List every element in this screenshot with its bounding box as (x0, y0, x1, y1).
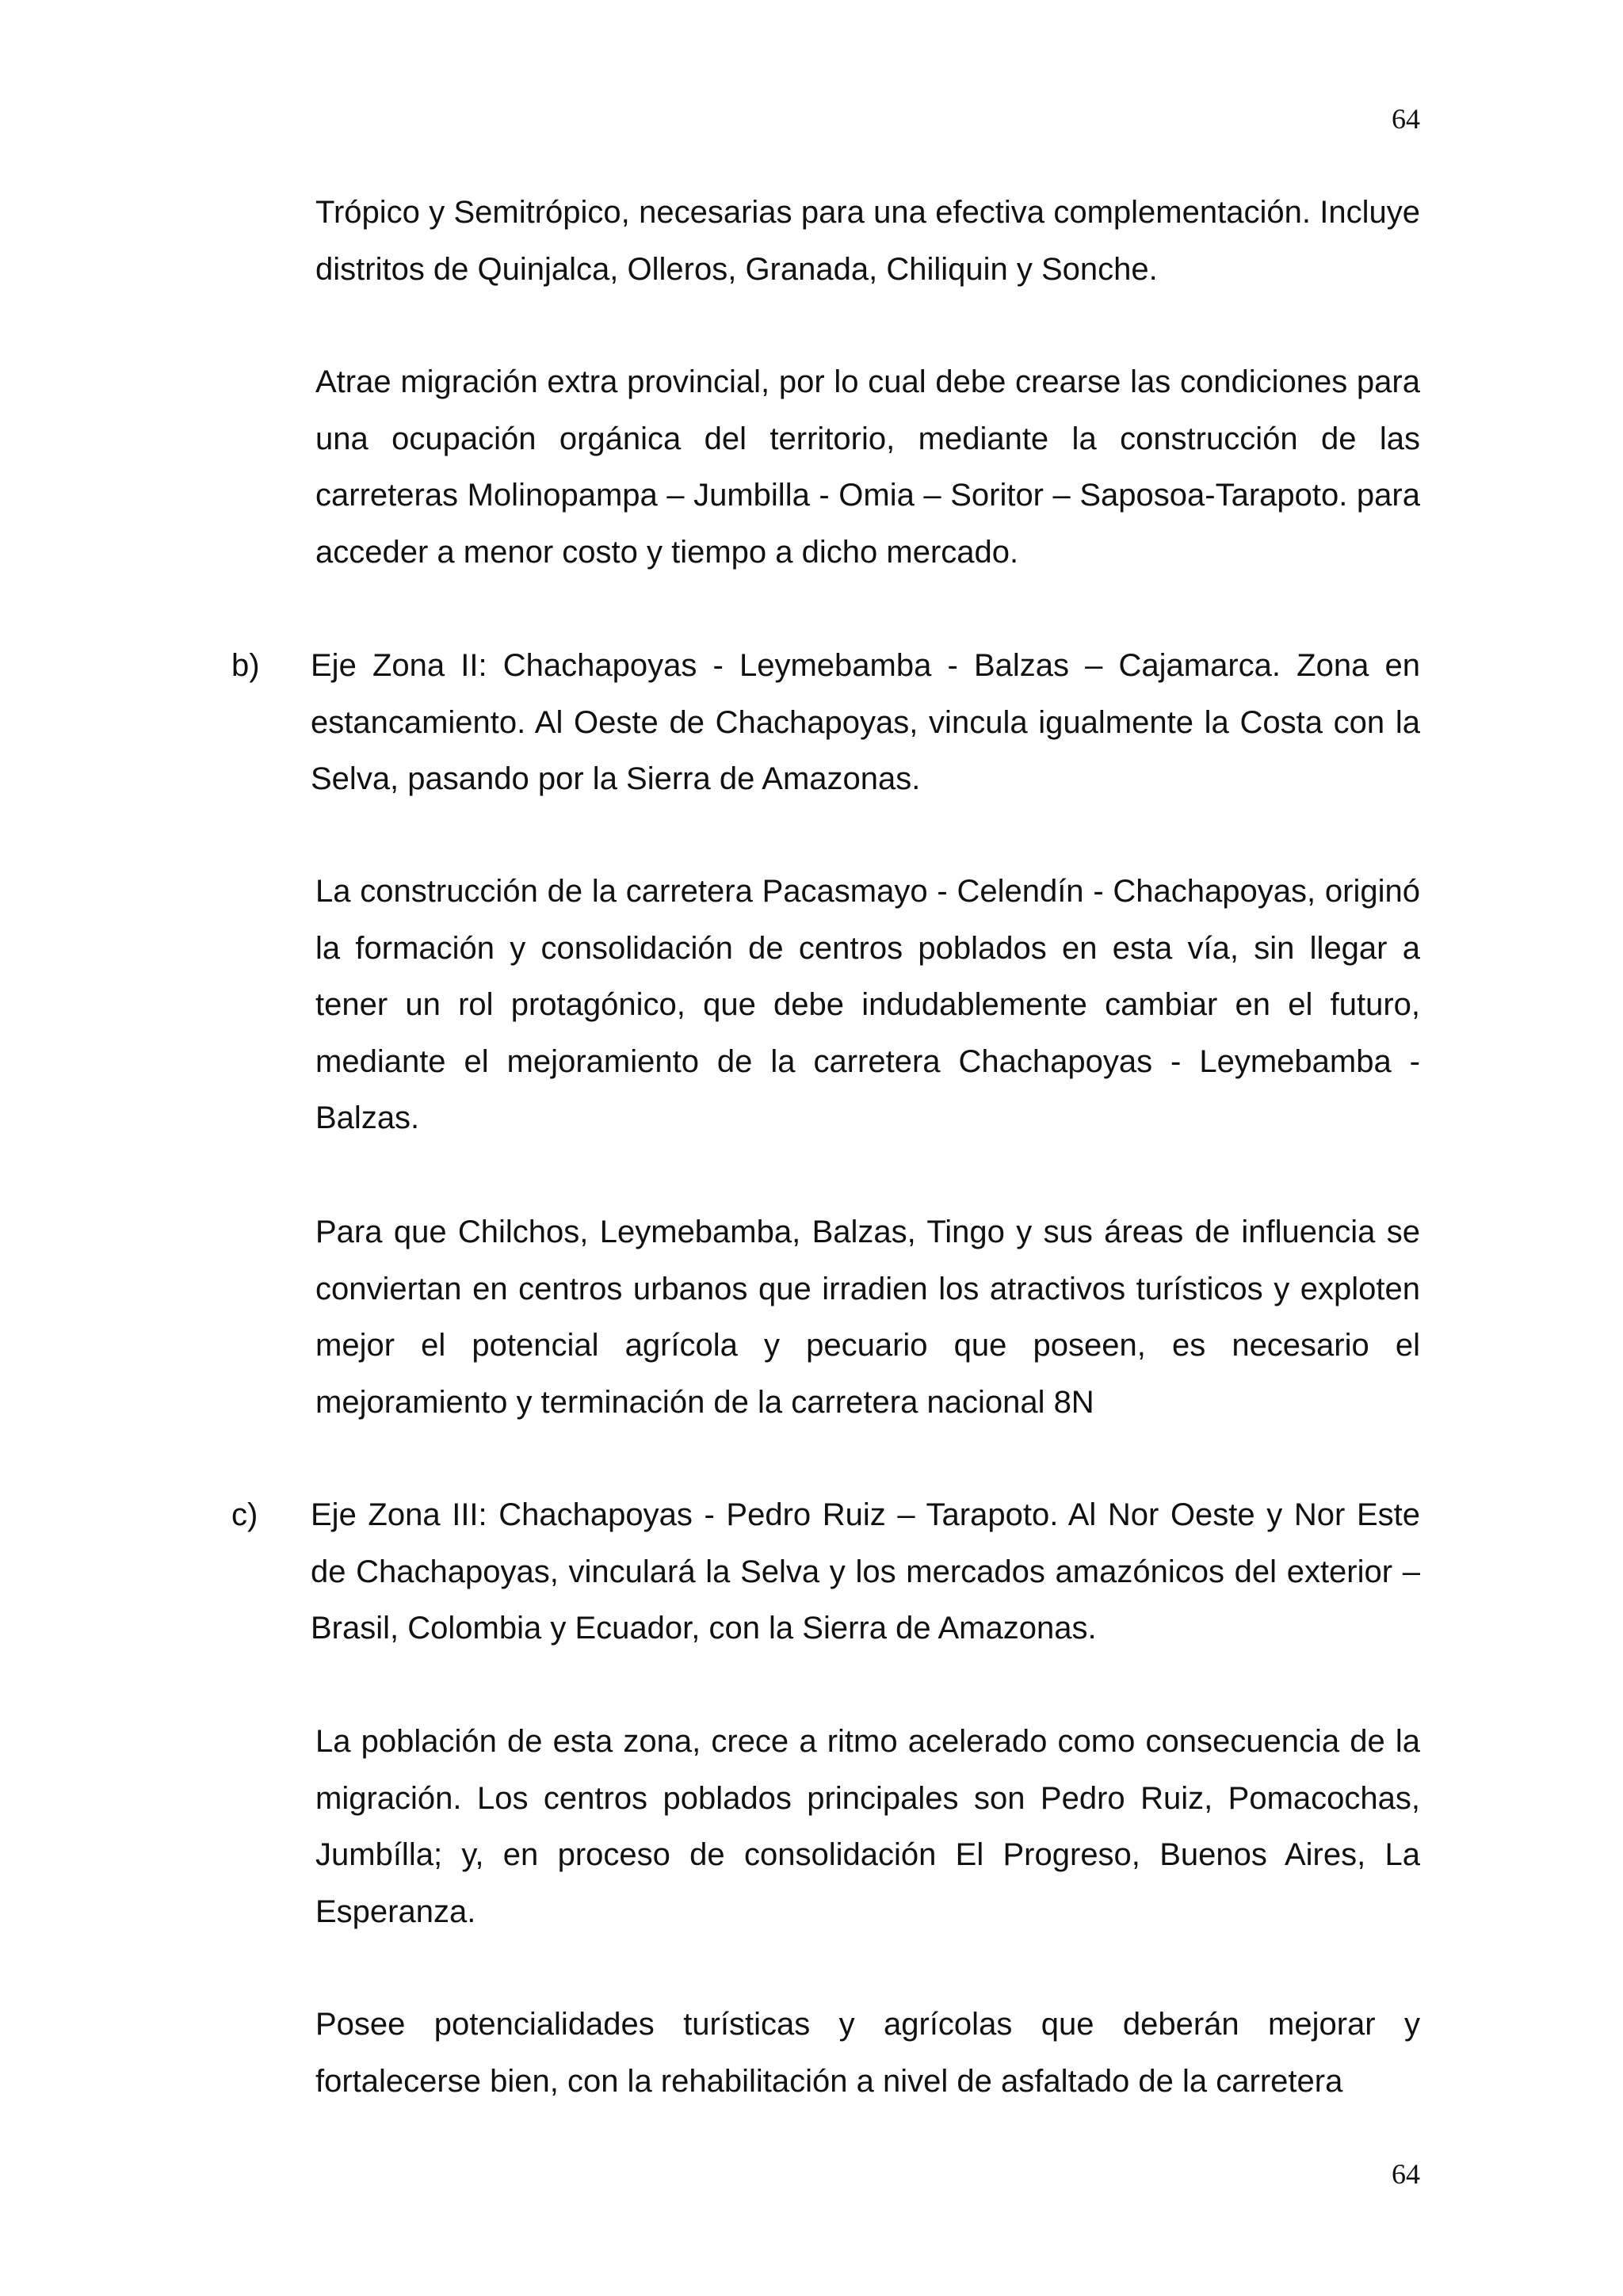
list-item-b-text: Eje Zona II: Chachapoyas - Leymebamba - Balzas – Cajamarca. Zona en estancamiento. Al Oeste de Chachapoyas, vincula igualmente la Costa con la Selva, pasando por la Sierra de Amazonas. (311, 648, 1420, 796)
paragraph-poblacion: La población de esta zona, crece a ritmo acelerado como consecuencia de la migración. Los centros poblados principales son Pedro Ruiz, Pomacochas, Jumbílla; y, en proceso de consolidación El Progreso, Buenos Aires, La Esperanza. (315, 1724, 1420, 1929)
paragraph-chilchos: Para que Chilchos, Leymebamba, Balzas, Tingo y sus áreas de influencia se conviertan en centros urbanos que irradien los atractivos turísticos y exploten mejor el potencial agrícola y pecuario que poseen, es necesario el mejoramiento y terminación de la carretera nacional 8N (315, 1215, 1420, 1420)
paragraph-tropico: Trópico y Semitrópico, necesarias para una efectiva complementación. Incluye distritos de Quinjalca, Olleros, Granada, Chiliquin y Sonche. (315, 195, 1420, 287)
list-item-c-label: c) (231, 1497, 258, 1532)
list-item-b-label: b) (231, 648, 260, 683)
paragraph-migracion: Atrae migración extra provincial, por lo cual debe crearse las condiciones para una ocupación orgánica del territorio, mediante la construcción de las carreteras Molinopampa – Jumbilla - Omia – Soritor – Saposoa-Tarapoto. para acceder a menor costo y tiempo a dicho mercado. (315, 364, 1420, 570)
list-item-c-text: Eje Zona III: Chachapoyas - Pedro Ruiz – Tarapoto. Al Nor Oeste y Nor Este de Chachapoyas, vinculará la Selva y los mercados amazónicos del exterior – Brasil, Colombia y Ecuador, con la Sierra de Amazonas. (311, 1497, 1420, 1646)
paragraph-construccion: La construcción de la carretera Pacasmayo - Celendín - Chachapoyas, originó la formación y consolidación de centros poblados en esta vía, sin llegar a tener un rol protagónico, que debe indudablemente cambiar en el futuro, mediante el mejoramiento de la carretera Chachapoyas - Leymebamba - Balzas. (315, 874, 1420, 1135)
page-number-bottom: 64 (1392, 2158, 1420, 2190)
page-number-top: 64 (1392, 103, 1420, 135)
paragraph-potencialidades: Posee potencialidades turísticas y agrícolas que deberán mejorar y fortalecerse bien, con la rehabilitación a nivel de asfaltado de la carretera (315, 2007, 1420, 2099)
